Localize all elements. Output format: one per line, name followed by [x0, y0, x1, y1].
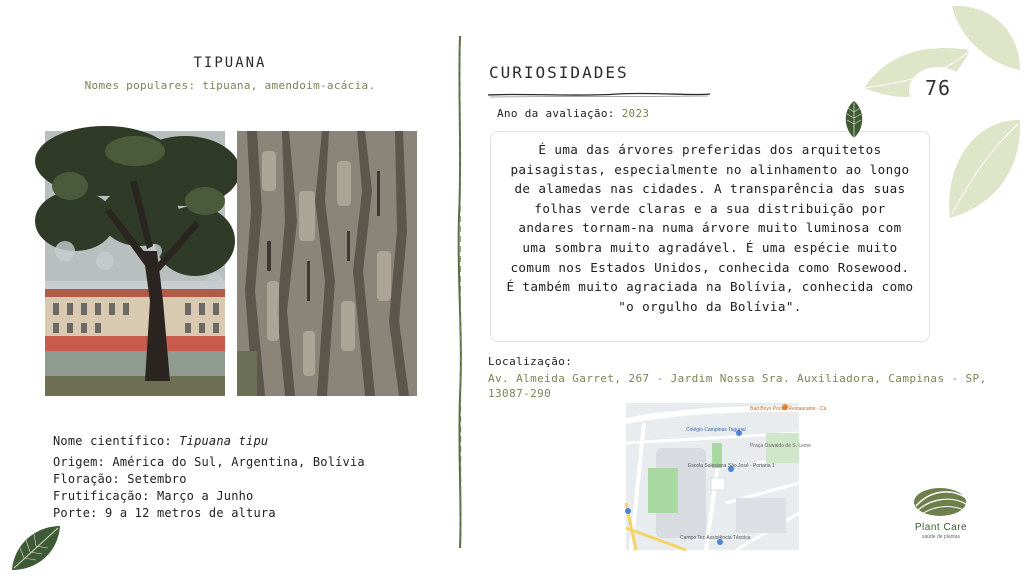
scientific-name-label: Nome científico: — [53, 434, 172, 448]
scientific-name-value: Tipuana tipu — [179, 434, 269, 448]
scientific-name-row — [53, 433, 433, 450]
year-value: 2023 — [621, 107, 650, 120]
title-underline — [488, 84, 710, 92]
curiosities-title: CURIOSIDADES — [489, 63, 629, 82]
brand-tagline: saúde de plantas — [921, 534, 961, 540]
map-label-colegio: Colégio Campinas Tagurial — [686, 427, 746, 433]
origin: Origem: América do Sul, Argentina, Bolívia — [53, 455, 365, 469]
size: Porte: 9 a 12 metros de altura — [53, 506, 276, 520]
map-label-praca: Praça Oswaldo de S. Leme — [750, 443, 811, 449]
location-map[interactable] — [626, 403, 827, 550]
bark-photo — [237, 131, 417, 396]
curiosities-text: É uma das árvores preferidas dos arquitetos paisagistas, especialmente no alinhamento ao longo de alamedas nas cidades. A transparência das suas folhas verde claras e a sua distribuição por andares tornam-na numa árvore muito luminosa com uma sombra muito agradável. É uma espécie muito comum nos Estados Unidos, conhecida como Rosewood. É também muito agraciada na Bolívia, conhecida como "o orgulho da Bolívia". — [506, 142, 914, 314]
fruiting: Frutificação: Março a Junho — [53, 489, 254, 503]
popular-names: Nomes populares: tipuana, amendoim-acácia. — [84, 79, 376, 92]
page-number: 76 — [924, 76, 952, 100]
map-label-campo: Campo Tec Assistência Técnica — [680, 535, 751, 541]
small-leaf-icon — [843, 100, 865, 140]
tree-photo — [45, 131, 225, 396]
tree-facts — [53, 433, 433, 522]
year-label: Ano da avaliação: — [497, 107, 615, 120]
decorative-leaves — [860, 0, 1024, 230]
brand-name: Plant Care — [914, 522, 968, 533]
map-label-restaurant: Bad Boys Pontal Restaurante - Ca — [750, 406, 827, 412]
evaluation-year — [497, 107, 649, 120]
vertical-divider — [452, 36, 468, 548]
location-label: Localização: — [488, 355, 573, 368]
leaf-icon — [8, 522, 62, 572]
tree-name: TIPUANA — [193, 55, 267, 71]
flowering: Floração: Setembro — [53, 472, 187, 486]
map-label-escola: Escola Salesiana São José - Portaria 1 — [688, 463, 775, 469]
location-address: Av. Almeida Garret, 267 - Jardim Nossa Sra. Auxiliadora, Campinas - SP, 13087-290 — [488, 372, 987, 400]
